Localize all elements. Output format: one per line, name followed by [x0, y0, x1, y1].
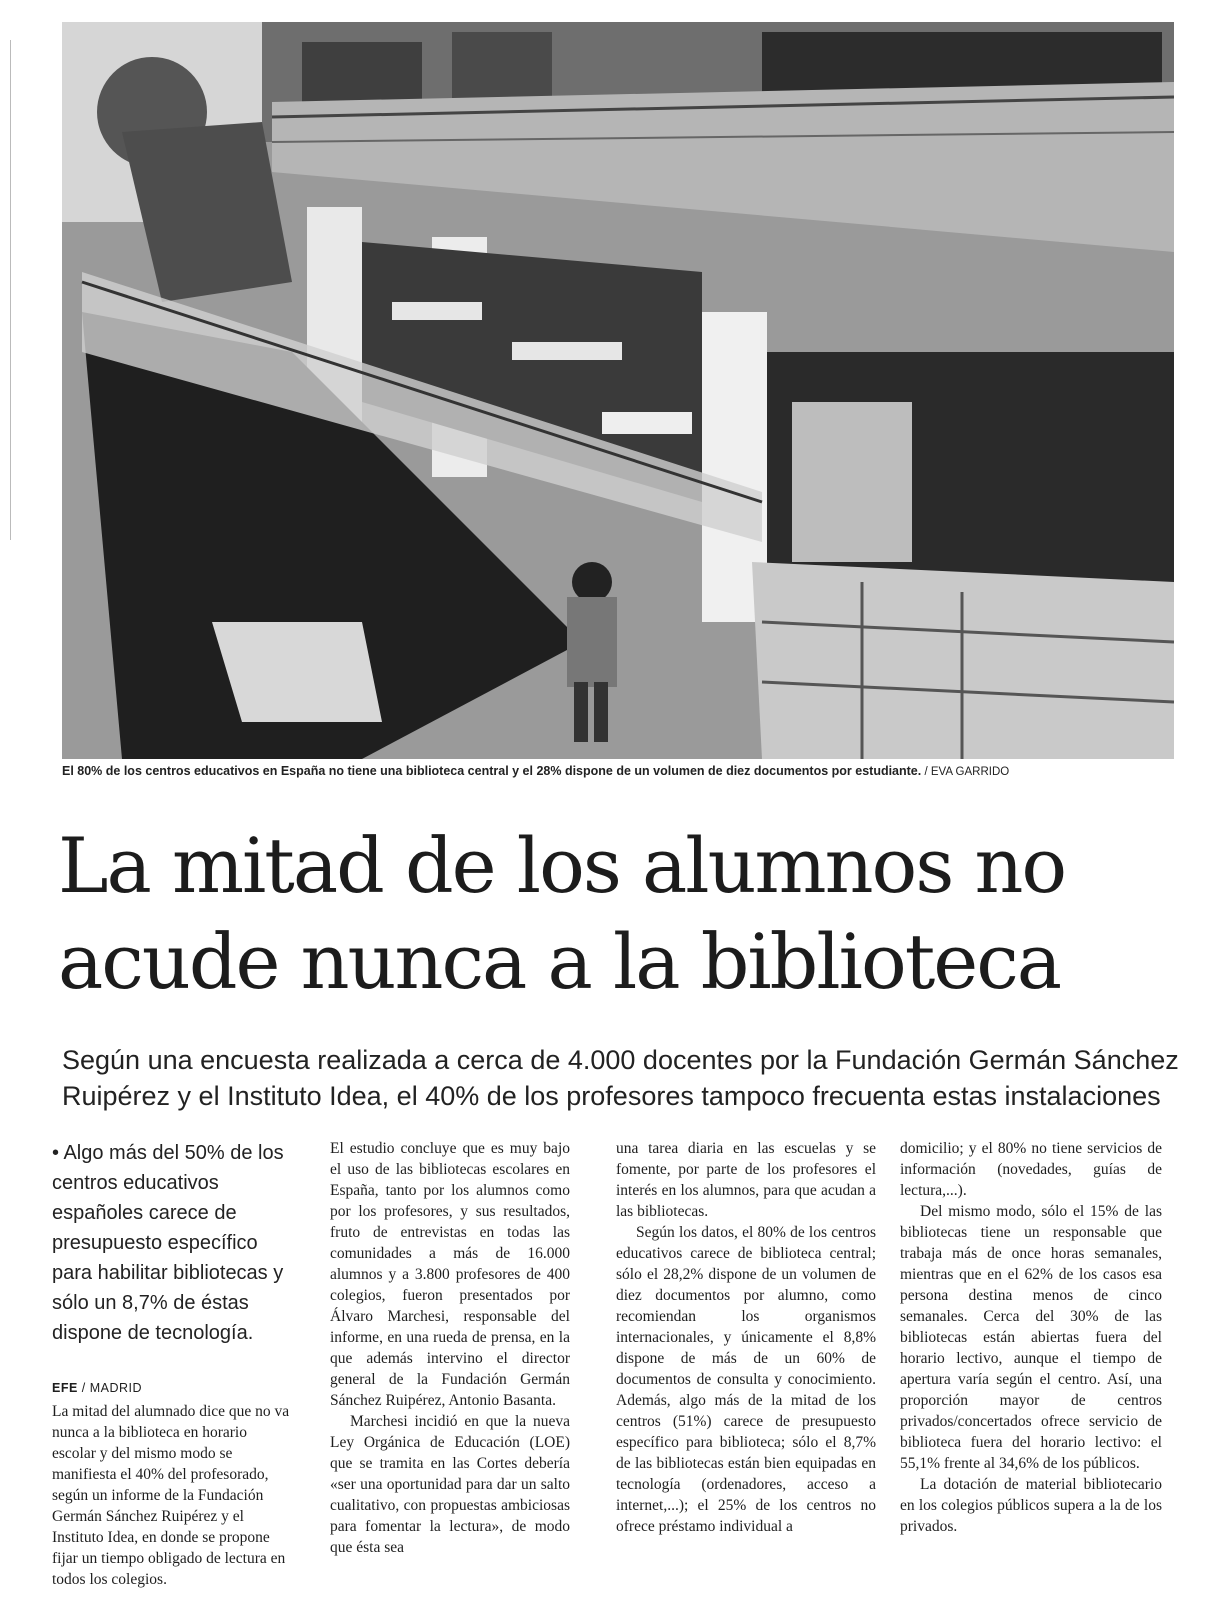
column-3 — [616, 1138, 876, 1537]
col4-paragraph-1: domicilio; y el 80% no tiene servicios de información (novedades, guías de lectura,...). — [900, 1140, 1162, 1199]
column-1 — [52, 1138, 294, 1590]
col3-paragraph-1: una tarea diaria en las escuelas y se fomente, por parte de los profesores el interés en los alumnos, para que acudan a las bibliotecas. — [616, 1140, 876, 1220]
col1-paragraph: La mitad del alumnado dice que no va nunca a la biblioteca en horario escolar y del mismo modo se manifiesta el 40% del profesorado, según un informe de la Fundación Germán Sánchez Ruipérez y el Instituto Idea, en donde se propone fijar un tiempo obligado de lectura en todos los colegios. — [52, 1403, 290, 1588]
col3-paragraph-2: Según los datos, el 80% de los centros educativos carece de biblioteca central; sólo el 28,2% dispone de un volumen de diez documentos por alumno, como recomiendan los organismos internacionales, y únicamente el 8,8% dispone de más de un 60% de documentos de consulta y conocimiento. Además, algo más de la mitad de los centros (51%) carece de presupuesto específico para biblioteca; sólo el 8,7% de las bibliotecas están bien equipadas en tecnología (ordenadores, acceso a internet,...); el 25% de los centros no ofrece préstamo individual a — [616, 1224, 876, 1535]
col2-paragraph-2: Marchesi incidió en que la nueva Ley Orgánica de Educación (LOE) que se tramita en las Cortes debería «ser una oportunidad para dar un salto cualitativo, con propuestas ambiciosas para fomentar la lectura», de modo que ésta sea — [330, 1413, 570, 1556]
margin-rule — [10, 40, 11, 540]
library-photo-illustration — [62, 22, 1174, 759]
deck-subtitle: Según una encuesta realizada a cerca de 4.000 docentes por la Fundación Germán Sánchez Ruipérez y el Instituto Idea, el 40% de los profesores tampoco frecuenta estas instalaciones — [62, 1045, 1179, 1111]
caption-text: El 80% de los centros educativos en España no tiene una biblioteca central y el 28% dispone de un volumen de diez documentos por estudiante. — [62, 764, 922, 778]
column-4 — [900, 1138, 1162, 1537]
headline-line-2: acude nunca a la biblioteca — [58, 917, 1061, 1006]
byline-location: / MADRID — [77, 1381, 143, 1395]
column-2 — [330, 1138, 570, 1558]
col2-paragraph-1: El estudio concluye que es muy bajo el uso de las bibliotecas escolares en España, tanto por los alumnos como por los profesores, y sus resultados, fruto de entrevistas en todas las comunidades a más de 16.000 alumnos y a 3.800 profesores de 400 colegios, fueron presentados por Álvaro Marchesi, responsable del informe, en una rueda de prensa, en la que además intervino el director general de la Fundación Germán Sánchez Ruipérez, Antonio Basanta. — [330, 1140, 570, 1409]
library-photo — [62, 22, 1174, 759]
headline — [58, 818, 1188, 1010]
headline-line-1: La mitad de los alumnos no — [58, 821, 1066, 910]
summary-bullet: • Algo más del 50% de los centros educativos españoles carece de presupuesto específico para habilitar bibliotecas y sólo un 8,7% de éstas dispone de tecnología. — [52, 1142, 284, 1344]
col4-paragraph-2: Del mismo modo, sólo el 15% de las bibliotecas tiene un responsable que trabaja más de once horas semanales, mientras que en el 62% de los casos esa persona destina menos de cinco semanales. Cerca del 30% de las bibliotecas están abiertas fuera del horario lectivo, aunque el tiempo de apertura varía según el centro. Así, una proporción mayor de centros privados/concertados ofrece servicio de biblioteca fuera del horario lectivo: el 55,1% frente al 34,6% de los públicos. — [900, 1203, 1162, 1472]
photo-credit: / EVA GARRIDO — [921, 766, 1010, 778]
photo-caption — [62, 764, 1174, 778]
byline — [52, 1378, 294, 1399]
col4-paragraph-3: La dotación de material bibliotecario en los colegios públicos supera a la de los privados. — [900, 1476, 1162, 1535]
byline-agency: EFE — [52, 1381, 78, 1395]
